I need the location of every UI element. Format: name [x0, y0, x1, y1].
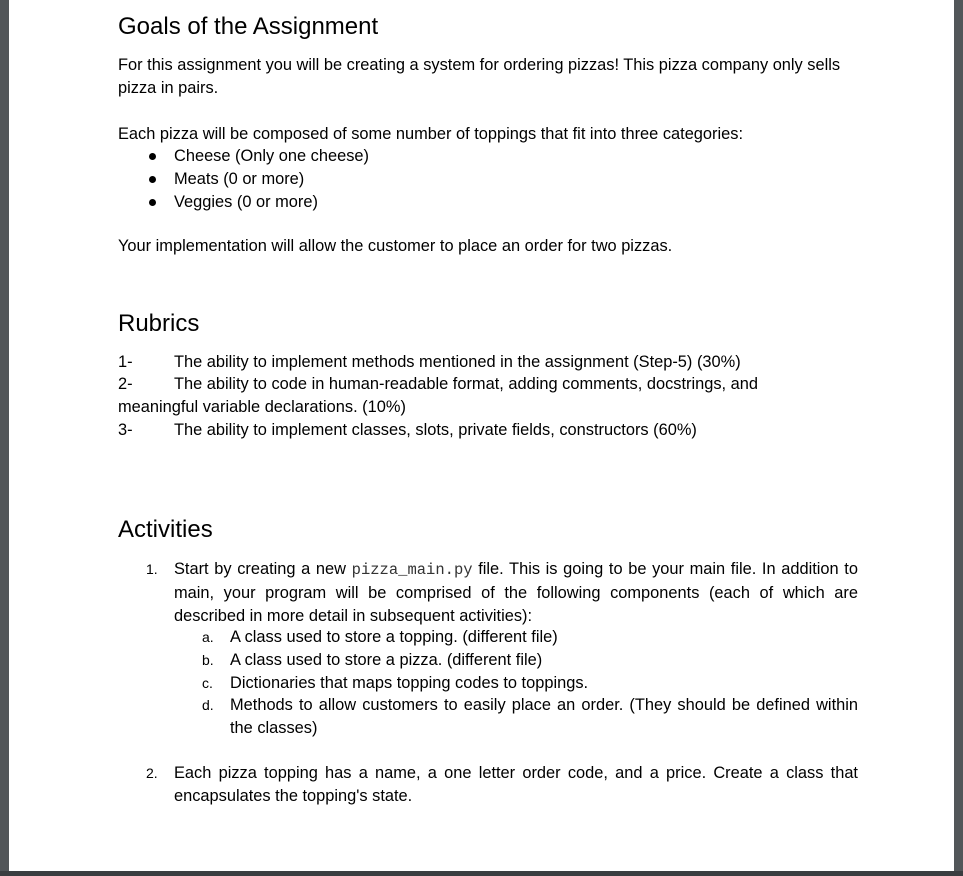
goals-intro-paragraph: For this assignment you will be creating a system for ordering pizzas! This pizza company only sells pizza in pairs. — [118, 56, 841, 97]
activities-heading: Activities — [118, 516, 213, 543]
bullet-icon — [149, 176, 156, 183]
document-page — [9, 0, 954, 871]
rubric-item-1: 1- The ability to implement methods mentioned in the assignment (Step-5) (30%) — [118, 353, 741, 371]
bullet-icon — [149, 199, 156, 206]
implementation-paragraph: Your implementation will allow the customer to place an order for two pizzas. — [118, 237, 673, 255]
activity-item-1: 1. Start by creating a new pizza_main.py file. This is going to be your main file. In addition to main, your program will be comprised of the following components (each of which are described in more detail in subsequent activities): — [146, 560, 858, 625]
bullet-icon — [149, 153, 156, 160]
activity-subitem-b: b. A class used to store a pizza. (different file) — [202, 651, 543, 669]
toppings-intro-paragraph: Each pizza will be composed of some number of toppings that fit into three categories: — [118, 125, 744, 143]
list-item: Cheese (Only one cheese) — [118, 145, 369, 168]
rubric-item-3: 3- The ability to implement classes, slots, private fields, constructors (60%) — [118, 421, 697, 439]
activity-subitem-d: d. Methods to allow customers to easily place an order. (They should be defined within the classes) — [202, 696, 858, 737]
code-filename: pizza_main.py — [351, 561, 473, 579]
activity-item-2: 2. Each pizza topping has a name, a one letter order code, and a price. Create a class that encapsulates the topping's state. — [146, 764, 858, 805]
page-bottom-edge — [0, 871, 963, 876]
list-item: Meats (0 or more) — [118, 168, 369, 191]
activity-subitem-c: c. Dictionaries that maps topping codes to toppings. — [202, 674, 589, 692]
list-item: Veggies (0 or more) — [118, 191, 369, 214]
rubric-item-2-continuation: meaningful variable declarations. (10%) — [118, 398, 406, 416]
rubric-item-2: 2- The ability to code in human-readable format, adding comments, docstrings, and — [118, 375, 759, 393]
topping-categories-list — [118, 145, 369, 214]
activity-subitem-a: a. A class used to store a topping. (different file) — [202, 628, 558, 646]
rubrics-heading: Rubrics — [118, 310, 200, 337]
goals-heading: Goals of the Assignment — [118, 13, 379, 40]
